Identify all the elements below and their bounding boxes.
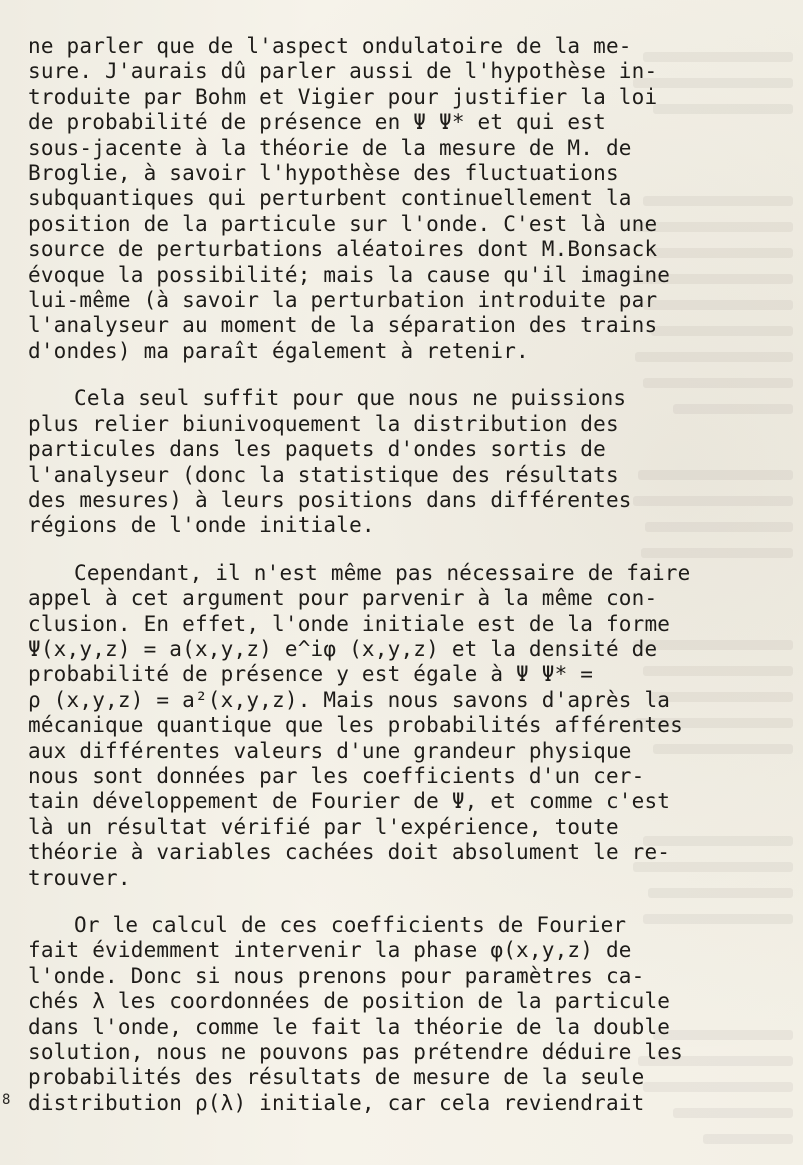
text-line: fait évidemment intervenir la phase φ(x,y,z) de xyxy=(28,938,632,963)
text-line: chés λ les coordonnées de position de la particule xyxy=(28,989,671,1014)
text-line: position de la particule sur l'onde. C'est là une xyxy=(28,211,658,236)
text-line: troduite par Bohm et Vigier pour justifier la loi xyxy=(28,84,658,109)
paragraph-2 xyxy=(28,386,768,538)
text-line: mécanique quantique que les probabilités afférentes xyxy=(28,713,683,738)
text-line: sous-jacente à la théorie de la mesure de M. de xyxy=(28,135,632,160)
text-line: régions de l'onde initiale. xyxy=(28,513,375,538)
text-line: théorie à variables cachées doit absolument le re- xyxy=(28,840,671,865)
text-line: là un résultat vérifié par l'expérience, toute xyxy=(28,814,619,839)
text-line: l'onde. Donc si nous prenons pour paramètres ca- xyxy=(28,963,645,988)
body-text xyxy=(28,34,768,1138)
text-line: l'analyseur au moment de la séparation des trains xyxy=(28,313,658,338)
text-line: Or le calcul de ces coefficients de Fourier xyxy=(74,913,627,937)
equation-line: ρ (x,y,z) = a²(x,y,z). Mais nous savons d'après la xyxy=(28,687,671,712)
text-line: probabilités des résultats de mesure de la seule xyxy=(28,1065,645,1090)
text-line: nous sont données par les coefficients d'un cer- xyxy=(28,763,645,788)
text-line: source de perturbations aléatoires dont M.Bonsack xyxy=(28,237,658,262)
text-line: aux différentes valeurs d'une grandeur physique xyxy=(28,738,632,763)
text-line: distribution ρ(λ) initiale, car cela reviendrait xyxy=(28,1090,645,1115)
text-line: Cependant, il n'est même pas nécessaire de faire xyxy=(74,560,691,585)
page-number-mark: 8 xyxy=(2,1092,11,1108)
text-line: appel à cet argument pour parvenir à la même con- xyxy=(28,586,658,611)
text-line: l'analyseur (donc la statistique des résultats xyxy=(28,462,619,487)
text-line: trouver. xyxy=(28,865,131,890)
text-line: tain développement de Fourier de Ψ, et comme c'est xyxy=(28,789,671,814)
text-line: évoque la possibilité; mais la cause qu'il imagine xyxy=(28,262,671,287)
paragraph-1 xyxy=(28,34,768,364)
paragraph-3 xyxy=(28,561,768,891)
text-line: de probabilité de présence en Ψ Ψ* et qui est xyxy=(28,110,606,135)
text-line: lui-même (à savoir la perturbation introduite par xyxy=(28,288,658,313)
text-line: clusion. En effet, l'onde initiale est de la forme xyxy=(28,611,671,636)
text-line: d'ondes) ma paraît également à retenir. xyxy=(28,338,529,363)
text-line: plus relier biunivoquement la distribution des xyxy=(28,411,619,436)
text-line: Broglie, à savoir l'hypothèse des fluctuations xyxy=(28,161,619,186)
equation-line: Ψ(x,y,z) = a(x,y,z) e^iφ (x,y,z) et la densité de xyxy=(28,636,658,661)
text-line: dans l'onde, comme le fait la théorie de la double xyxy=(28,1014,671,1039)
paragraph-4 xyxy=(28,913,768,1116)
text-line: solution, nous ne pouvons pas prétendre déduire les xyxy=(28,1040,683,1065)
text-line: probabilité de présence y est égale à Ψ Ψ* = xyxy=(28,662,594,687)
text-line: ne parler que de l'aspect ondulatoire de la me- xyxy=(28,34,632,58)
text-line: des mesures) à leurs positions dans différentes xyxy=(28,487,632,512)
text-line: Cela seul suffit pour que nous ne puissions xyxy=(74,386,627,411)
text-line: particules dans les paquets d'ondes sortis de xyxy=(28,437,606,462)
text-line: subquantiques qui perturbent continuellement la xyxy=(28,186,632,211)
text-line: sure. J'aurais dû parler aussi de l'hypothèse in- xyxy=(28,59,658,84)
